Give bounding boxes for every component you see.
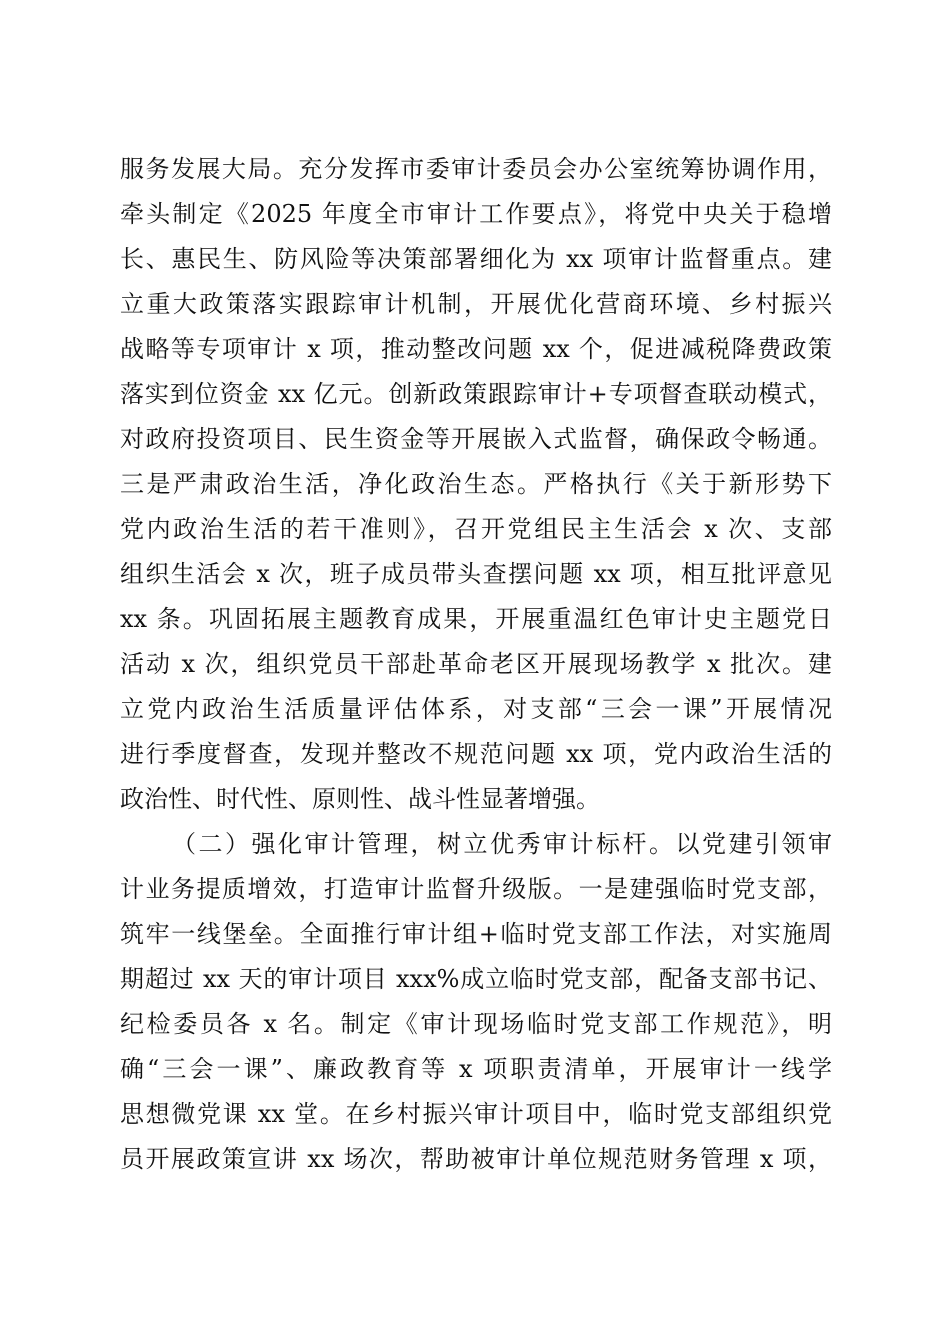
paragraph-1	[120, 147, 832, 822]
text-line: 落实到位资金 xx 亿元。创新政策跟踪审计+专项督查联动模式，	[120, 380, 832, 408]
text-line: 组织生活会 x 次，班子成员带头查摆问题 xx 项，相互批评意见	[120, 560, 832, 588]
text-line: 筑牢一线堡垒。全面推行审计组+临时党支部工作法，对实施周	[120, 920, 832, 948]
text-line: 对政府投资项目、民生资金等开展嵌入式监督，确保政令畅通。	[120, 425, 832, 453]
text-line: 牵头制定《2025 年度全市审计工作要点》，将党中央关于稳增	[120, 200, 832, 228]
paragraph-2	[120, 822, 832, 1182]
text-line: xx 条。巩固拓展主题教育成果，开展重温红色审计史主题党日	[120, 605, 832, 633]
text-line: 立党内政治生活质量评估体系，对支部“三会一课”开展情况	[120, 695, 832, 723]
text-line: 长、惠民生、防风险等决策部署细化为 xx 项审计监督重点。建	[120, 245, 832, 273]
text-line: 政治性、时代性、原则性、战斗性显著增强。	[120, 785, 600, 813]
document-body	[120, 147, 832, 1182]
text-line: 三是严肃政治生活，净化政治生态。严格执行《关于新形势下	[120, 470, 832, 498]
section-heading-line: （二）强化审计管理，树立优秀审计标杆。以党建引领审	[172, 830, 832, 858]
text-line: 立重大政策落实跟踪审计机制，开展优化营商环境、乡村振兴	[120, 290, 832, 318]
text-line: 党内政治生活的若干准则》，召开党组民主生活会 x 次、支部	[120, 515, 832, 543]
text-line: 计业务提质增效，打造审计监督升级版。一是建强临时党支部，	[120, 875, 832, 903]
text-line: 纪检委员各 x 名。制定《审计现场临时党支部工作规范》，明	[120, 1010, 832, 1038]
text-line: 战略等专项审计 x 项，推动整改问题 xx 个，促进减税降费政策	[120, 335, 832, 363]
text-line: 活动 x 次，组织党员干部赴革命老区开展现场教学 x 批次。建	[120, 650, 832, 678]
text-line: 思想微党课 xx 堂。在乡村振兴审计项目中，临时党支部组织党	[120, 1100, 832, 1128]
text-line: 期超过 xx 天的审计项目 xxx%成立临时党支部，配备支部书记、	[120, 965, 832, 993]
text-line: 服务发展大局。充分发挥市委审计委员会办公室统筹协调作用，	[120, 155, 832, 183]
text-line: 员开展政策宣讲 xx 场次，帮助被审计单位规范财务管理 x 项，	[120, 1145, 832, 1173]
text-line: 进行季度督查，发现并整改不规范问题 xx 项，党内政治生活的	[120, 740, 832, 768]
text-line: 确“三会一课”、廉政教育等 x 项职责清单，开展审计一线学	[120, 1055, 832, 1083]
